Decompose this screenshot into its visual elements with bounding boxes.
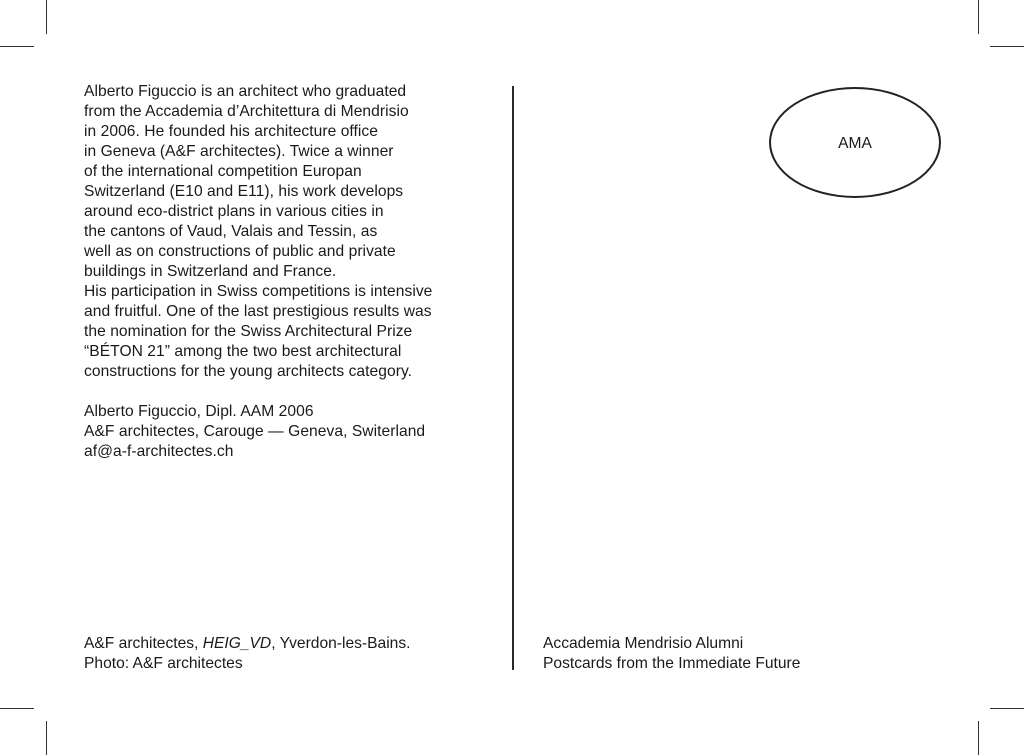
crop-mark-top-right-horizontal [990, 46, 1024, 47]
caption-location: , Yverdon-les-Bains. [271, 635, 411, 652]
caption-photo-credit: Photo: A&F architectes [84, 655, 243, 672]
bio-line: the nomination for the Swiss Architectural Prize [84, 323, 413, 340]
caption-project-name: HEIG_VD [202, 635, 272, 652]
series-caption [543, 634, 800, 674]
series-organization: Accademia Mendrisio Alumni [543, 635, 744, 652]
crop-mark-bottom-right-vertical [978, 721, 979, 755]
bio-line: the cantons of Vaud, Valais and Tessin, as [84, 223, 378, 240]
bio-line: from the Accademia d’Architettura di Mendrisio [84, 103, 409, 120]
bio-line: “BÉTON 21” among the two best architectural [84, 343, 402, 360]
bio-line: Switzerland (E10 and E11), his work develops [84, 183, 404, 200]
bio-line: in Geneva (A&F architectes). Twice a winner [84, 143, 394, 160]
crop-mark-bottom-left-vertical [46, 721, 47, 755]
series-title: Postcards from the Immediate Future [543, 655, 801, 672]
caption-project-line [84, 634, 410, 654]
bio-line: His participation in Swiss competitions is intensive [84, 283, 433, 300]
biography-text [84, 82, 504, 462]
bio-line: buildings in Switzerland and France. [84, 263, 337, 280]
crop-mark-top-left-horizontal [0, 46, 34, 47]
bio-line: constructions for the young architects category. [84, 363, 413, 380]
paragraph-gap [84, 382, 504, 402]
crop-mark-top-left-vertical [46, 0, 47, 34]
crop-mark-bottom-right-horizontal [990, 708, 1024, 709]
crop-mark-top-right-vertical [978, 0, 979, 34]
bio-line: around eco-district plans in various cities in [84, 203, 384, 220]
contact-email: af@a-f-architectes.ch [84, 443, 234, 460]
contact-name: Alberto Figuccio, Dipl. AAM 2006 [84, 403, 314, 420]
bio-line: Alberto Figuccio is an architect who graduated [84, 83, 407, 100]
stamp-label: AMA [838, 135, 872, 152]
bio-line: of the international competition Europan [84, 163, 362, 180]
crop-mark-bottom-left-horizontal [0, 708, 34, 709]
caption-office: A&F architectes, [84, 635, 203, 652]
bio-line: well as on constructions of public and private [84, 243, 396, 260]
stamp-oval [769, 87, 941, 198]
bio-line: in 2006. He founded his architecture office [84, 123, 378, 140]
photo-caption [84, 634, 410, 674]
contact-office: A&F architectes, Carouge — Geneva, Switerland [84, 423, 426, 440]
postcard-divider [512, 86, 514, 670]
bio-line: and fruitful. One of the last prestigious results was [84, 303, 432, 320]
